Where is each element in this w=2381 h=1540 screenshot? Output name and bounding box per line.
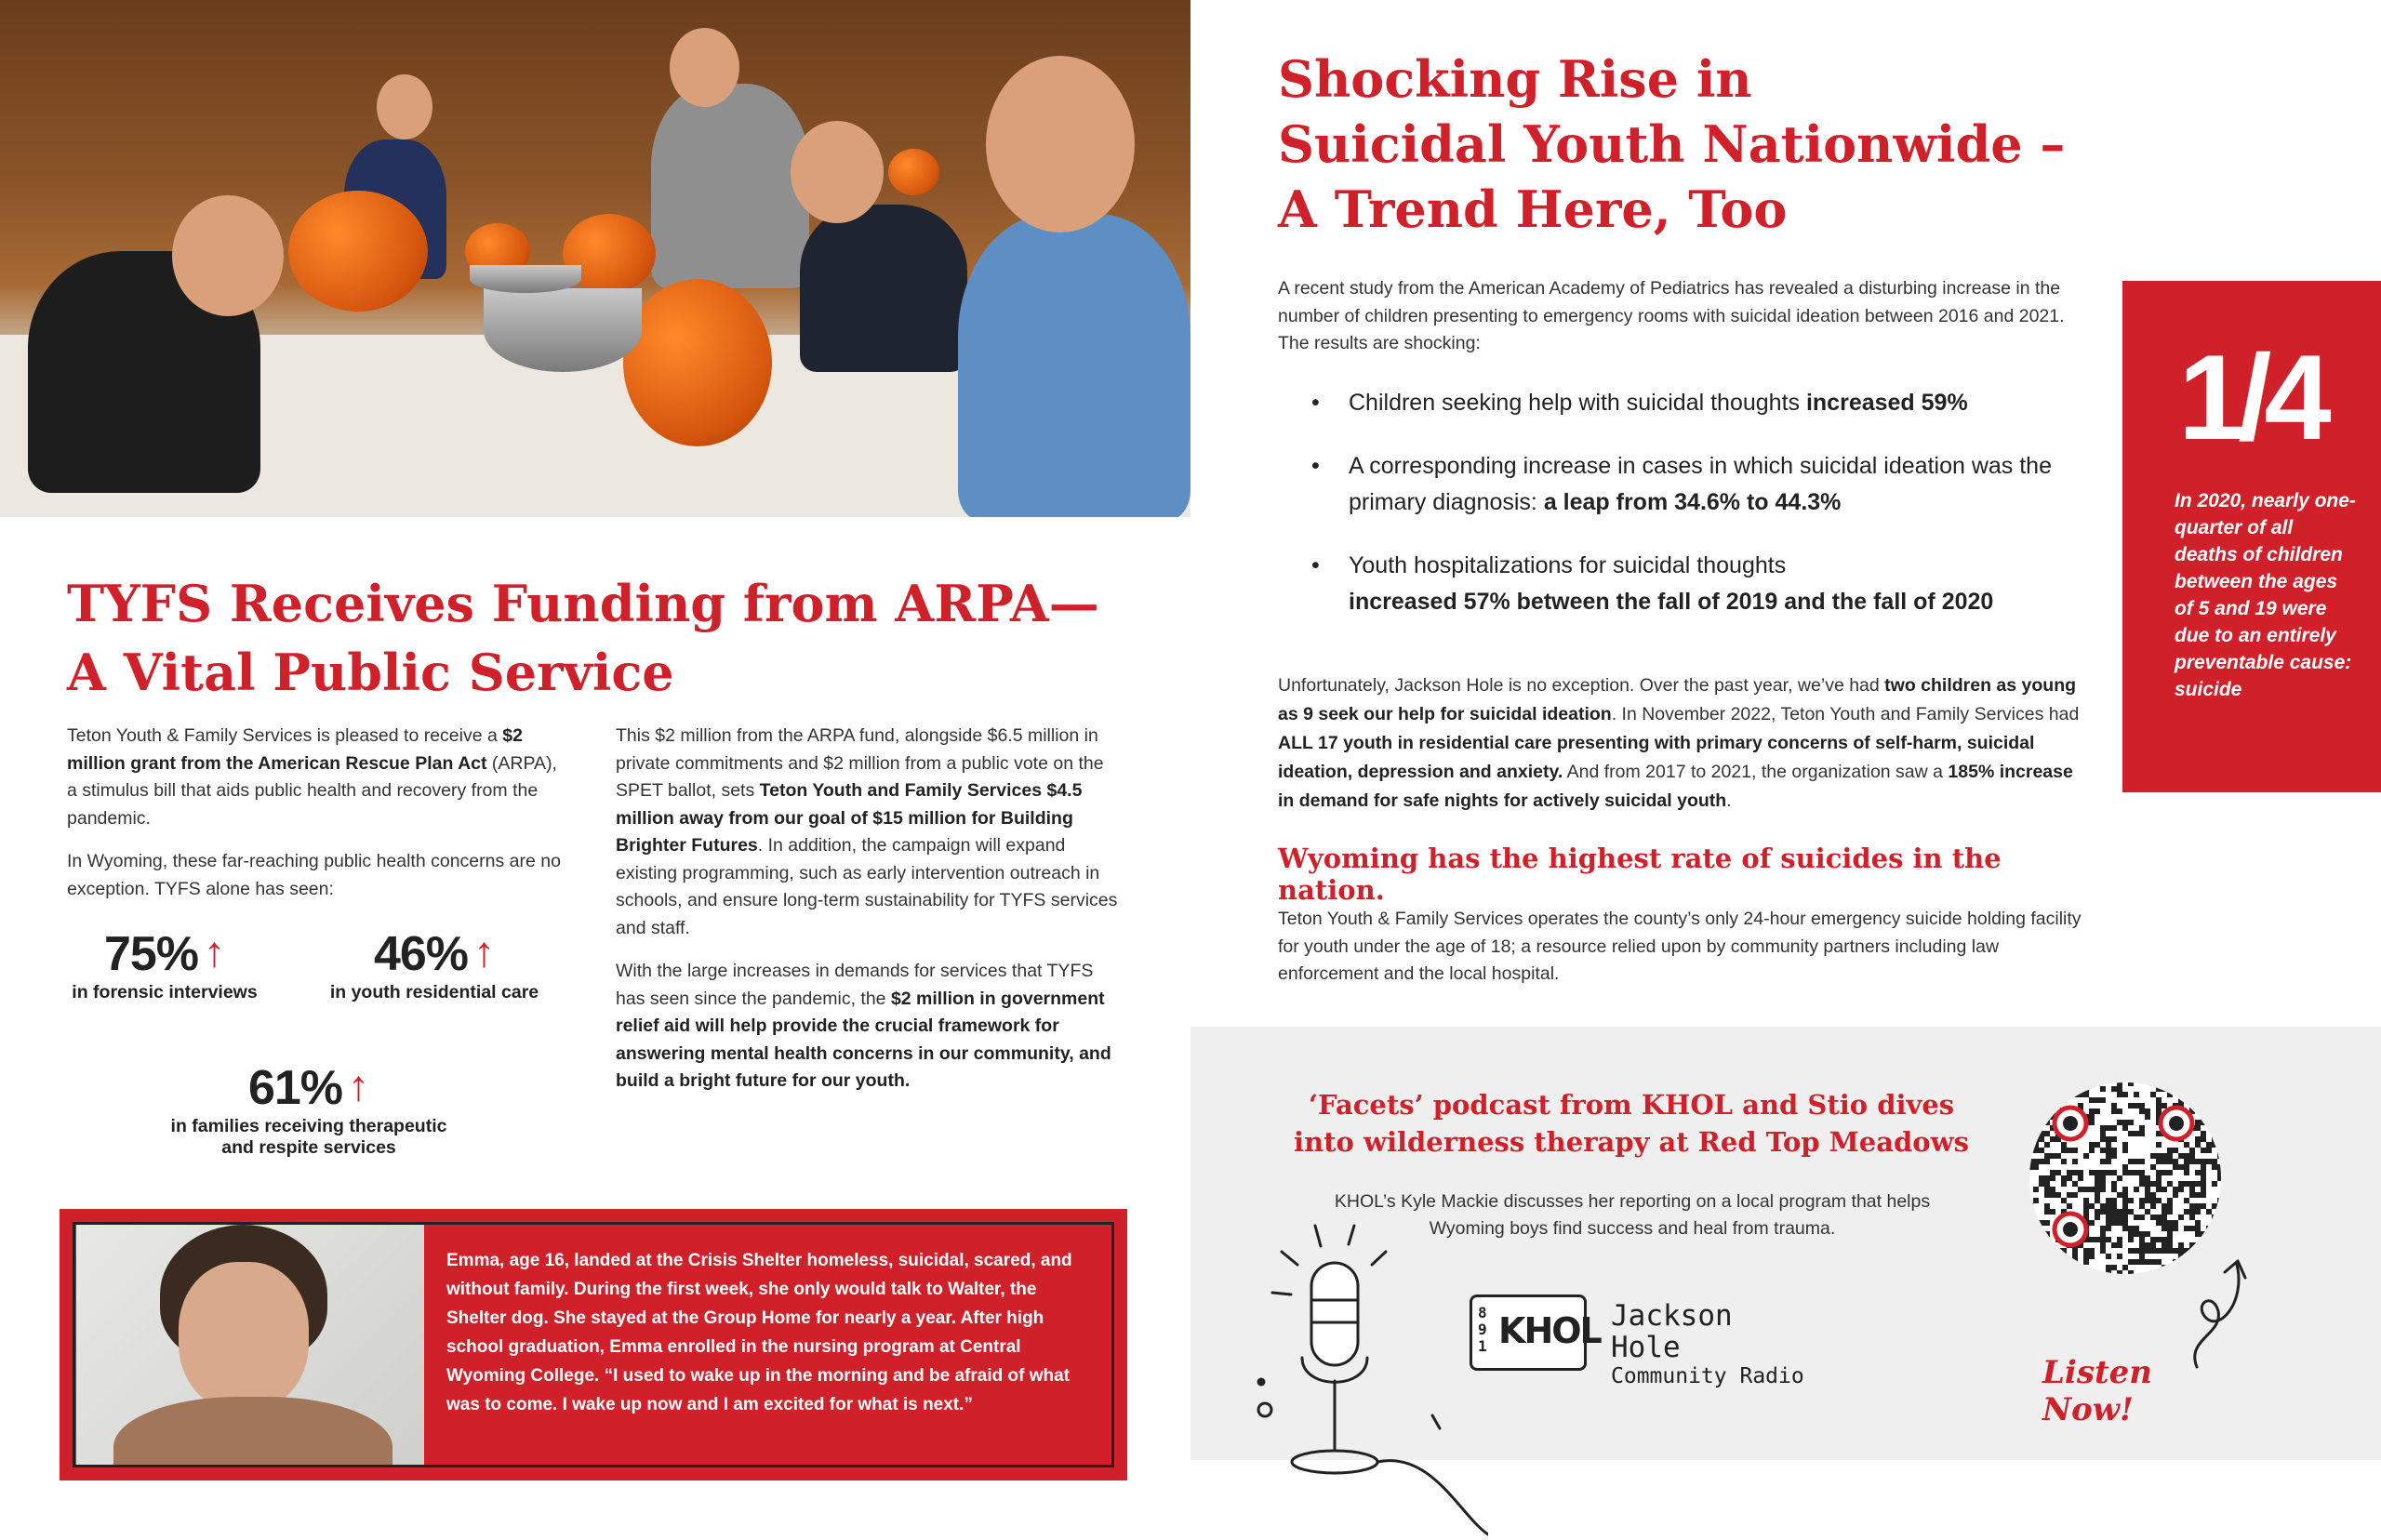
listen-now-link[interactable]: Listen Now! [2042, 1354, 2153, 1428]
wyoming-heading: Wyoming has the highest rate of suicides in the nation. [1278, 843, 2002, 906]
list-item: • Youth hospitalizations for suicidal thoughts increased 57% between the fall of 2019 and the fall of 2020 [1308, 548, 2089, 620]
right-title-line1: Shocking Rise in [1278, 49, 1752, 109]
qr-finder-icon [2055, 1108, 2086, 1139]
stat-forensic-interviews [67, 926, 262, 1003]
emma-quote: Emma, age 16, landed at the Crisis Shelter homeless, suicidal, scared, and without family. During the first week, she only would talk to Walter, the Shelter dog. She stayed at the Group Home for nearly a year. After high school graduation, Emma enrolled in the nursing program at Central Wyoming College. “I used to wake up in the morning and be afraid of what was to come. I wake up now and I am excited for what is next.” [446, 1251, 1072, 1414]
right-title-line2: Suicidal Youth Nationwide – [1278, 114, 2066, 174]
up-arrow-icon: ↑ [473, 927, 496, 976]
stat-label-line1: in families receiving therapeutic [170, 1116, 447, 1136]
station-name [1611, 1300, 1816, 1389]
qr-finder-icon [2055, 1214, 2086, 1245]
station-name-line2: Community Radio [1611, 1364, 1804, 1388]
list-item: • Children seeking help with suicidal thoughts increased 59% [1308, 385, 2089, 421]
right-title-line3: A Trend Here, Too [1278, 179, 1788, 239]
facility-paragraph: Teton Youth & Family Services operates the county’s only 24-hour emergency suicide holding facility for youth under the age of 18; a resource relied upon by community partners including law enforcement and the local hospital. [1278, 909, 2082, 984]
podcast-title-line1: ‘Facets’ podcast from KHOL and Stio dives [1308, 1089, 1955, 1121]
stat-families-therapeutic [160, 1060, 458, 1159]
up-arrow-icon: ↑ [348, 1061, 370, 1109]
podcast-title [1278, 1086, 1985, 1161]
stat-youth-residential-care [327, 926, 541, 1003]
stat-value: 46% [373, 927, 469, 981]
left-title-line2: A Vital Public Service [67, 643, 674, 702]
emma-photo [76, 1225, 424, 1465]
stat-label: in forensic interviews [72, 982, 258, 1002]
podcast-description: KHOL’s Kyle Mackie discusses her reporting on a local program that helps Wyoming boys find success and heal from trauma. [1334, 1191, 1931, 1239]
col2-paragraph-2: With the large increases in demands for services that TYFS has seen since the pandemic, the $2 million in government relief aid will help provide the crucial framework for answering mental health concerns in our community, and build a bright future for our youth. [616, 961, 1111, 1091]
stat-label: in youth residential care [329, 982, 539, 1002]
station-name-line1: Jackson Hole [1611, 1299, 1733, 1364]
right-article-title [1278, 46, 2301, 242]
khol-logo-text: KHOL [1498, 1310, 1601, 1351]
up-arrow-icon: ↑ [204, 927, 226, 976]
col1-paragraph-2: In Wyoming, these far-reaching public health concerns are no exception. TYFS alone has seen: [67, 851, 561, 899]
left-column-1 [67, 723, 569, 919]
stat-label-line2: and respite services [221, 1137, 396, 1158]
jackson-hole-paragraph: Unfortunately, Jackson Hole is no exception. Over the past year, we’ve had two children as young as 9 seek our help for suicidal ideation. In November 2022, Teton Youth and Family Services had ALL 17 youth in residential care presenting with primary concerns of self-harm, suicidal ideation, depression and anxiety. And from 2017 to 2021, the organization saw a 185% increase in demand for safe nights for actively suicidal youth. [1278, 675, 2080, 811]
left-article-title [67, 569, 1137, 707]
pumpkin-carving-photo [0, 0, 1190, 517]
side-panel-text: In 2020, nearly one-quarter of all deaths of children between the ages of 5 and 19 were due to an entirely preventable cause: suicide [2175, 490, 2356, 700]
stat-value: 75% [103, 927, 199, 981]
podcast-title-line2: into wilderness therapy at Red Top Meadows [1294, 1126, 1969, 1158]
findings-list [1308, 385, 2089, 647]
intro-paragraph: A recent study from the American Academy of Pediatrics has revealed a disturbing increase in the number of children presenting to emergency rooms with suicidal ideation between 2016 and 2021. The results are shocking: [1278, 278, 2065, 353]
one-quarter-fraction: 1/4 [2178, 329, 2324, 465]
left-title-line1: TYFS Receives Funding from ARPA— [67, 574, 1099, 633]
col1-paragraph-1: Teton Youth & Family Services is pleased to receive a $2 million grant from the American Rescue Plan Act (ARPA), a stimulus bill that aids public health and recovery from the pandemic. [67, 725, 557, 829]
qr-finder-icon [2161, 1108, 2192, 1139]
stat-value: 61% [247, 1061, 343, 1115]
statistic-side-panel [2122, 281, 2381, 792]
khol-frequency: 891 [1478, 1304, 1487, 1355]
microphone-icon [1246, 1218, 1488, 1540]
list-item: • A corresponding increase in cases in which suicidal ideation was the primary diagnosis: a leap from 34.6% to 44.3% [1308, 448, 2089, 521]
col2-paragraph-1: This $2 million from the ARPA fund, alongside $6.5 million in private commitments and $2 million from a public vote on the SPET ballot, sets Teton Youth and Family Services $4.5 million away from our goal of $15 million for Building Brighter Futures. In addition, the campaign will expand existing programming, such as early intervention outreach in schools, and ensure long-term sustainability for TYFS services and staff. [616, 725, 1118, 938]
left-column-2 [616, 723, 1118, 1111]
